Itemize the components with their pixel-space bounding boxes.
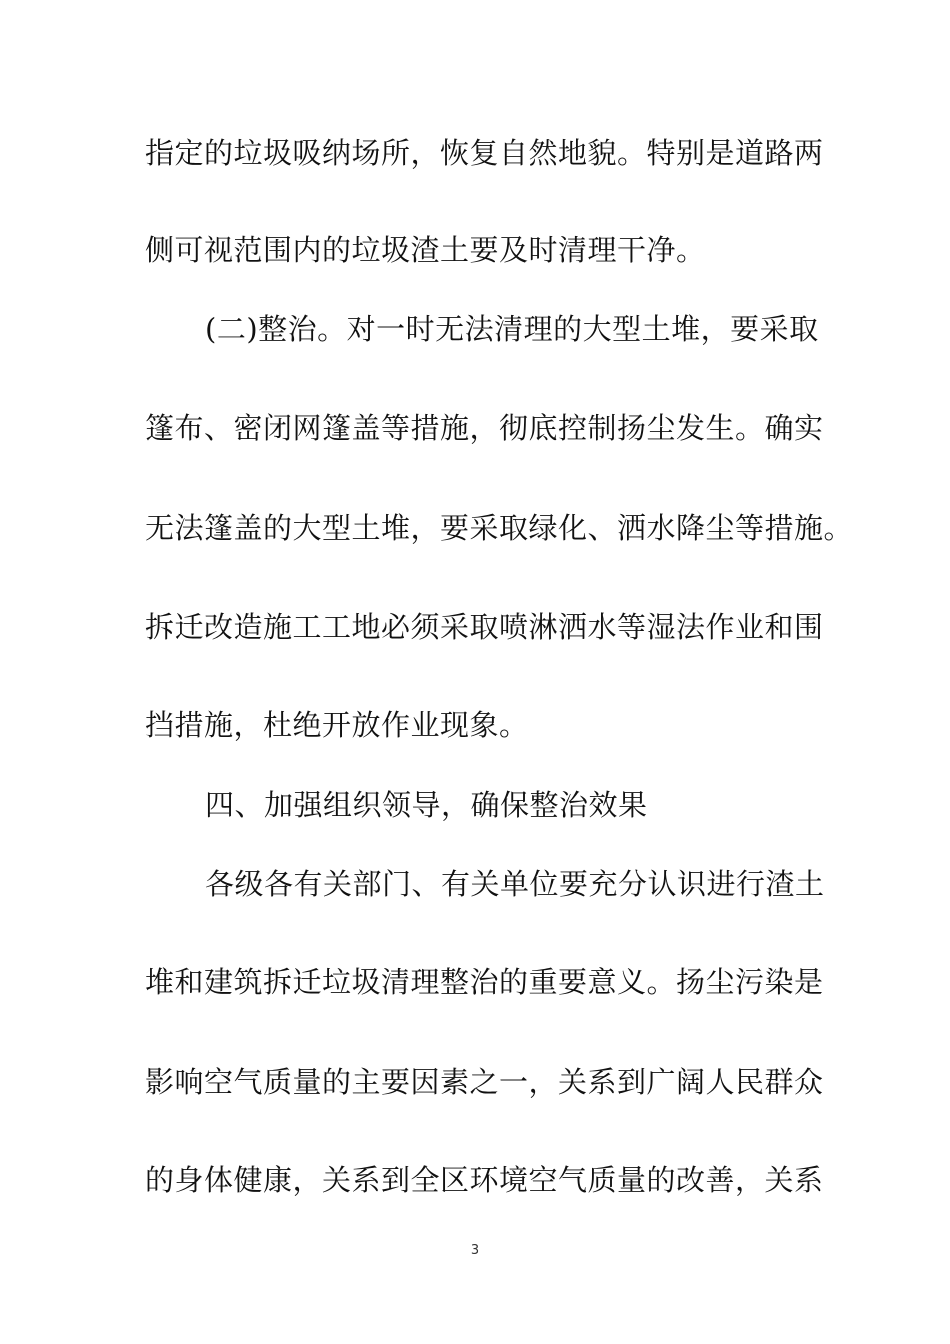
text-line-11: 影响空气质量的主要因素之一，关系到广阔人民群众 [145,1065,824,1099]
text-line-7: 挡措施，杜绝开放作业现象。 [145,708,529,742]
text-line-6: 拆迁改造施工工地必须采取喷淋洒水等湿法作业和围 [145,610,824,644]
text-line-10: 堆和建筑拆迁垃圾清理整治的重要意义。扬尘污染是 [145,965,824,999]
text-line-2: 侧可视范围内的垃圾渣土要及时清理干净。 [145,233,706,267]
text-line-5: 无法篷盖的大型土堆，要采取绿化、洒水降尘等措施。 [145,511,854,545]
page-number: 3 [470,1243,480,1258]
text-line-1: 指定的垃圾吸纳场所，恢复自然地貌。特别是道路两 [145,136,824,170]
section-heading: 四、加强组织领导，确保整治效果 [205,788,648,822]
text-line-12: 的身体健康，关系到全区环境空气质量的改善，关系 [145,1163,824,1197]
text-line-9: 各级各有关部门、有关单位要充分认识进行渣土 [205,867,825,901]
text-line-4: 篷布、密闭网篷盖等措施，彻底控制扬尘发生。确实 [145,411,824,445]
text-line-3: (二)整治。对一时无法清理的大型土堆，要采取 [205,312,819,346]
